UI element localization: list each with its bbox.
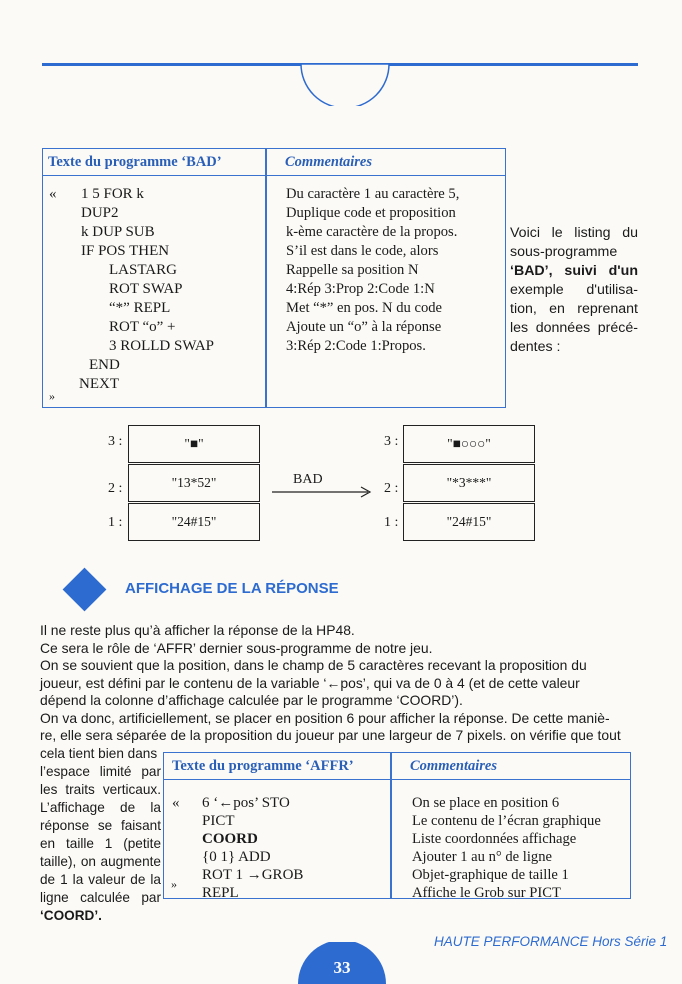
bad-code-line: 3 ROLLD SWAP — [109, 338, 215, 354]
affr-code-line: COORD — [202, 831, 258, 847]
stack-after — [403, 425, 537, 541]
stack-level: 2 : — [384, 481, 399, 496]
stack-level: 1 : — [108, 515, 123, 530]
affr-comment-line: Objet-graphique de taille 1 — [412, 867, 569, 883]
bad-comment-line: Rappelle sa position N — [286, 262, 419, 278]
header-tab — [299, 60, 391, 106]
aside-line: ‘BAD’, suivi d'un — [510, 263, 638, 279]
aside-line: tion, en reprenant — [510, 301, 638, 317]
body-line: re, elle sera séparée de la proposition du joueur par une largeur de 7 pixels. on vérifie que tout — [40, 727, 621, 743]
side-line: de 1 la valeur de la — [40, 872, 161, 887]
bad-code-line: “*” REPL — [109, 300, 171, 316]
affr-comment-line: Ajouter 1 au n° de ligne — [412, 849, 552, 865]
bad-comment-line: 3:Rép 2:Code 1:Propos. — [286, 338, 426, 354]
stack-level: 3 : — [384, 434, 399, 449]
bad-code-header: Texte du programme ‘BAD’ — [43, 149, 265, 176]
side-line: en taille 1 (petite — [40, 836, 161, 851]
stack-level: 1 : — [384, 515, 399, 530]
body-line: On se souvient que la position, dans le champ de 5 caractères recevant la proposition du — [40, 657, 587, 673]
bad-comment-line: Met “*” en pos. N du code — [286, 300, 443, 316]
bad-comments-header: Commentaires — [265, 149, 505, 176]
side-line: cela tient bien dans — [40, 746, 158, 761]
affr-comment-line: On se place en position 6 — [412, 795, 560, 811]
aside-line: dentes : — [510, 339, 561, 355]
affr-close-guillemet: » — [171, 877, 177, 891]
side-line: ligne calculée par — [40, 890, 161, 905]
affr-comment-line: Le contenu de l’écran graphique — [412, 813, 601, 829]
side-paragraph — [40, 745, 161, 925]
bad-code-line: DUP2 — [81, 205, 119, 221]
section-title: AFFICHAGE DE LA RÉPONSE — [125, 580, 339, 597]
affr-code-line: {0 1} ADD — [202, 849, 271, 865]
bad-code-line: ROT “o” + — [109, 319, 176, 335]
stack-cell: "■○○○" — [403, 425, 535, 463]
aside-line: sous-programme — [510, 244, 618, 260]
bad-comment-line: k-ème caractère de la propos. — [286, 224, 458, 240]
stack-before — [128, 425, 262, 541]
side-line: L’affichage de la — [40, 800, 161, 815]
body-line: Ce sera le rôle de ‘AFFR’ dernier sous-programme de notre jeu. — [40, 640, 433, 656]
body-line: Il ne reste plus qu’à afficher la réponse de la HP48. — [40, 622, 355, 638]
bad-comment-line: S’il est dans le code, alors — [286, 243, 439, 259]
bad-code-line: k DUP SUB — [81, 224, 155, 240]
bad-code-line: » — [49, 389, 55, 403]
affr-comments-header: Commentaires — [390, 753, 630, 780]
aside-line: exemple d'utilisa- — [510, 282, 638, 298]
bad-code-line: ROT SWAP — [109, 281, 183, 297]
affr-code-line: « — [172, 795, 180, 811]
stack-level: 3 : — [108, 434, 123, 449]
bad-code-line: IF POS THEN — [81, 243, 170, 259]
affr-code-line: PICT — [202, 813, 235, 829]
stack-level: 2 : — [108, 481, 123, 496]
arrow-right-icon — [272, 484, 374, 500]
affr-code-line: REPL — [202, 885, 239, 901]
side-line: ‘COORD’. — [40, 908, 102, 923]
side-line: les traits verticaux. — [40, 782, 161, 797]
bad-comment-line: 4:Rép 3:Prop 2:Code 1:N — [286, 281, 435, 297]
side-line: taille), on augmente — [40, 854, 161, 869]
aside-line: les données précé- — [510, 320, 638, 336]
side-line: l’espace limité par — [40, 764, 161, 779]
bad-code-line: 1 5 FOR k — [81, 186, 144, 202]
bad-comment-line: Duplique code et proposition — [286, 205, 456, 221]
bad-comment-line: Du caractère 1 au caractère 5, — [286, 186, 460, 202]
bad-code-line: NEXT — [79, 376, 119, 392]
section-diamond-icon — [63, 568, 107, 612]
footer-title: HAUTE PERFORMANCE Hors Série 1 — [434, 934, 668, 949]
bad-code-line: « — [49, 186, 57, 202]
body-line: joueur, est défini par le contenu de la variable ‘←pos’, qui va de 0 à 4 (et de cette valeur — [40, 675, 580, 691]
affr-comment-line: Affiche le Grob sur PICT — [412, 885, 561, 901]
affr-program-table — [163, 752, 631, 899]
command-label: BAD — [293, 472, 323, 487]
bad-comment-line: Ajoute un “o” à la réponse — [286, 319, 442, 335]
body-line: On va donc, artificiellement, se placer en position 6 pour afficher la réponse. De cette maniè- — [40, 710, 610, 726]
aside-line: Voici le listing du — [510, 225, 638, 241]
affr-code-header: Texte du programme ‘AFFR’ — [164, 753, 390, 780]
bad-code-line: LASTARG — [109, 262, 177, 278]
stack-cell: "■" — [128, 425, 260, 463]
stack-cell: "24#15" — [403, 503, 535, 541]
stack-cell: "24#15" — [128, 503, 260, 541]
bad-code-line: END — [89, 357, 120, 373]
affr-comment-line: Liste coordonnées affichage — [412, 831, 577, 847]
page-number: 33 — [333, 958, 351, 977]
stack-cell: "13*52" — [128, 464, 260, 502]
body-line: dépend la colonne d’affichage calculée par le programme ‘COORD’). — [40, 692, 463, 708]
bad-program-table — [42, 148, 506, 408]
stack-cell: "*3***" — [403, 464, 535, 502]
aside-paragraph — [510, 224, 638, 357]
affr-code-line: ROT 1 →GROB — [202, 867, 304, 883]
affr-code-line: 6 ‘←pos’ STO — [202, 795, 290, 811]
side-line: réponse se faisant — [40, 818, 161, 833]
